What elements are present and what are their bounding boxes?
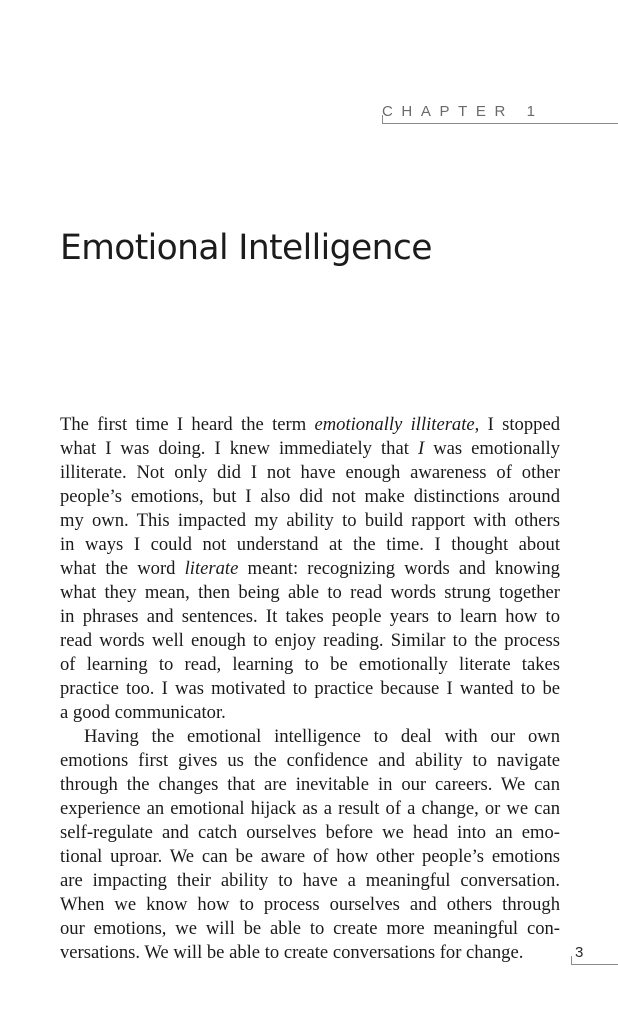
page-number-rule xyxy=(571,964,618,965)
italic-term: emotionally illiterate xyxy=(314,414,475,435)
paragraph-1 xyxy=(60,413,560,725)
text-line: illiterate. Not only did I not have enough awareness of other xyxy=(60,462,560,483)
text-line: our emotions, we will be able to create more meaningful con- xyxy=(60,918,560,939)
text-run: what I was doing. I knew immediately that xyxy=(60,438,418,459)
chapter-rule xyxy=(382,123,618,124)
text-line xyxy=(60,437,560,461)
text-line: through the changes that are inevitable in our careers. We can xyxy=(60,774,560,795)
text-line: emotions first gives us the confidence and ability to navigate xyxy=(60,750,560,771)
text-run: , I stopped xyxy=(474,414,561,435)
paragraph-2 xyxy=(60,725,560,965)
text-line: what they mean, then being able to read words strung together xyxy=(60,582,560,603)
text-line: versations. We will be able to create conversations for change. xyxy=(60,942,524,963)
text-run: The first time I heard the term xyxy=(60,414,315,435)
body-text xyxy=(60,413,560,965)
text-line xyxy=(60,413,560,437)
text-line: experience an emotional hijack as a result of a change, or we can xyxy=(60,798,560,819)
text-line: are impacting their ability to have a meaningful conversation. xyxy=(60,870,560,891)
italic-term: I xyxy=(417,438,425,459)
page-number: 3 xyxy=(575,944,584,961)
italic-term: literate xyxy=(184,558,239,579)
text-line: in ways I could not understand at the time. I thought about xyxy=(60,534,560,555)
text-line: my own. This impacted my ability to build rapport with others xyxy=(60,510,560,531)
text-run: was emotionally xyxy=(424,438,560,459)
text-run: what the word xyxy=(60,558,185,579)
text-line: practice too. I was motivated to practice because I wanted to be xyxy=(60,678,560,699)
text-line: a good communicator. xyxy=(60,702,226,723)
text-line: When we know how to process ourselves and others through xyxy=(60,894,560,915)
text-line: in phrases and sentences. It takes people years to learn how to xyxy=(60,606,560,627)
chapter-title: Emotional Intelligence xyxy=(60,228,432,268)
text-line: Having the emotional intelligence to deal with our own xyxy=(84,726,560,747)
text-line: tional uproar. We can be aware of how other people’s emotions xyxy=(60,846,560,867)
text-line: read words well enough to enjoy reading. Similar to the process xyxy=(60,630,560,651)
text-line: people’s emotions, but I also did not make distinctions around xyxy=(60,486,560,507)
text-line: self-regulate and catch ourselves before we head into an emo- xyxy=(60,822,560,843)
text-line xyxy=(60,557,560,581)
text-line: of learning to read, learning to be emotionally literate takes xyxy=(60,654,560,675)
text-run: meant: recognizing words and knowing xyxy=(238,558,560,579)
chapter-label: CHAPTER 1 xyxy=(382,103,544,120)
